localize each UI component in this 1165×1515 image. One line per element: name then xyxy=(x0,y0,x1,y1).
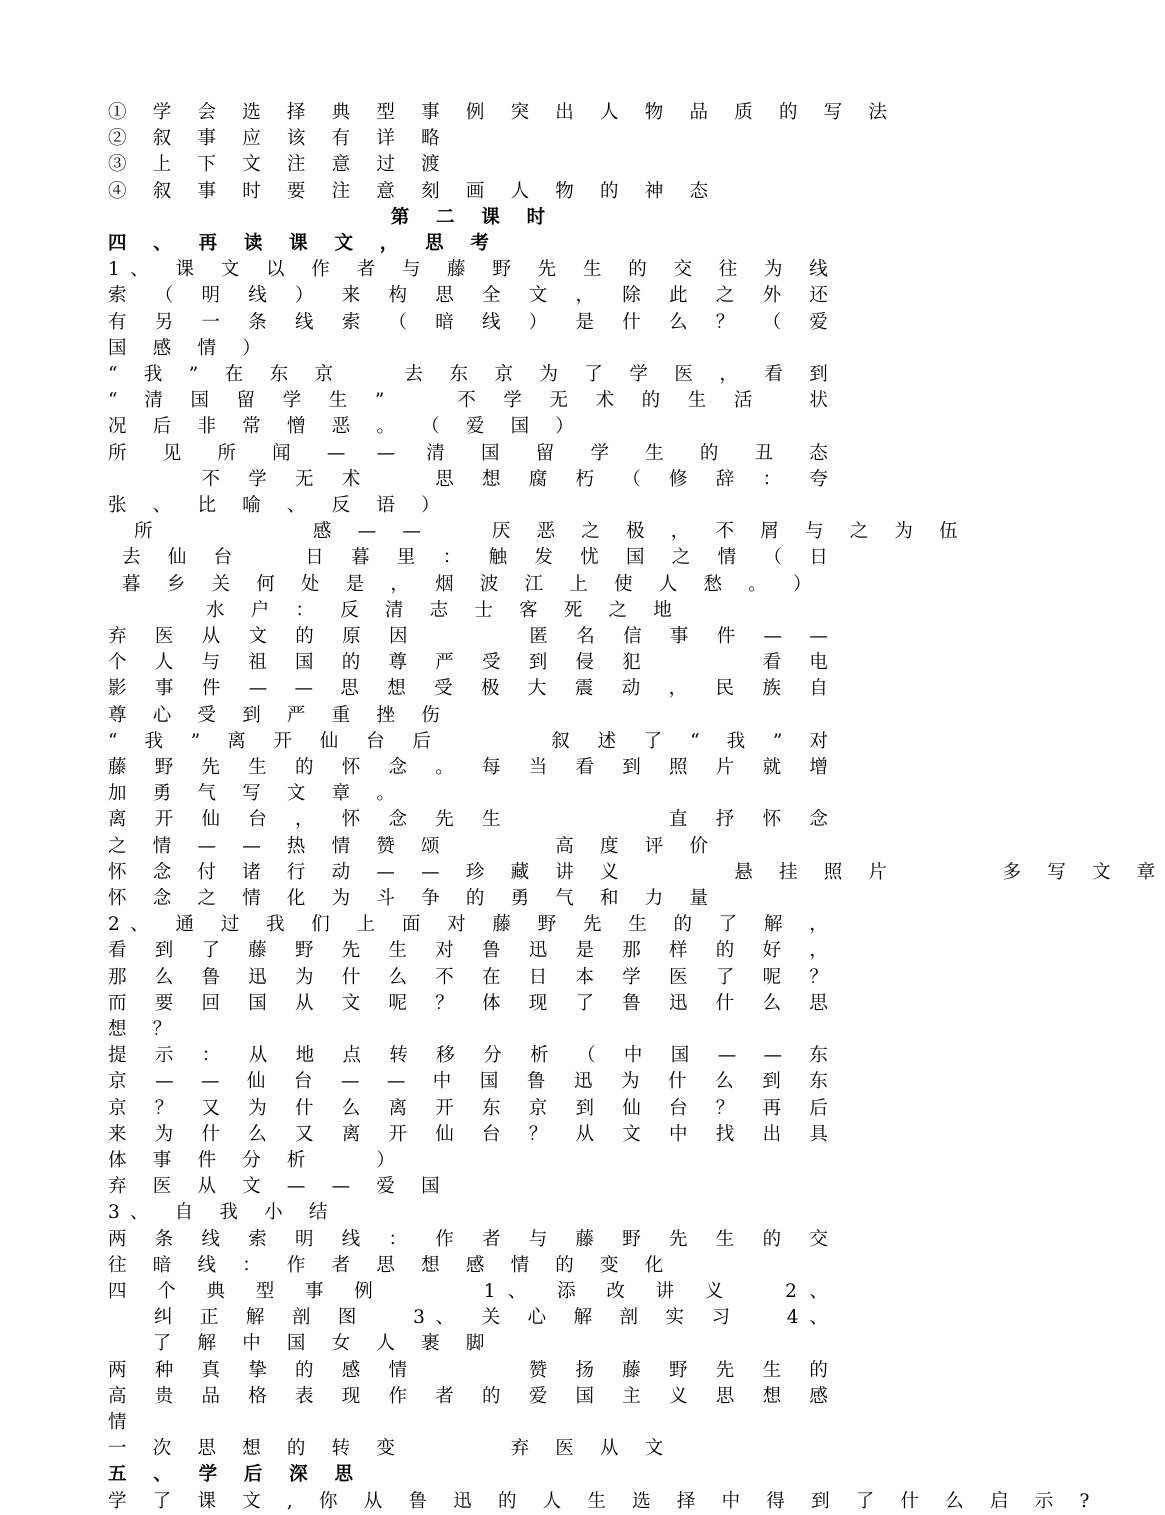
paragraph-miss: 离 开 仙 台 ， 怀 念 先 生 直 抒 怀 念 之 情 — — 热 情 赞 颂 高 度 评 价 xyxy=(108,809,838,857)
paragraph-tokyo: “ 我 ” 在 东 京 去 东 京 为 了 学 医 ， 看 到 “ 清 国 留 学 生 ” 不 学 无 术 的 生 活 状 况 后 非 常 憎 恶 。 （ 爱 国 ） xyxy=(108,363,838,438)
hint: 提 示 ： 从 地 点 转 移 分 析 （ 中 国 — — 东 京 — — 仙 台 — — 中 国 鲁 迅 为 什 么 到 东 京 ？ 又 为 什 么 离 开 东 京 到 仙 台 ？ 再 后 来 为 什 么 又 离 开 仙 台 ？ 从 文 中 找 出 具 体 事 件 分 析 ） xyxy=(108,1045,838,1171)
final-question: 学 了 课 文 , 你 从 鲁 迅 的 人 生 选 择 中 得 到 了 什 么 启 示 ? xyxy=(108,1490,1100,1512)
paragraph-action: 怀 念 付 诸 行 动 — — 珍 藏 讲 义 悬 挂 照 片 多 写 文 章 xyxy=(108,861,1165,883)
summary-feelings: 两 种 真 挚 的 感 情 赞 扬 藤 野 先 生 的 高 贵 品 格 表 现 作 者 的 爱 国 主 义 思 想 感 情 xyxy=(108,1359,838,1433)
lesson-title: 第 二 课 时 xyxy=(390,206,556,228)
document-page xyxy=(108,100,1165,1515)
summary-cases: 四 个 典 型 事 例 1、 添 改 讲 义 2、 纠 正 解 剖 图 3、 关 心 解 剖 实 习 4、 了 解 中 国 女 人 裹 脚 xyxy=(108,1280,838,1355)
paragraph-feel: 所 感 — — 厌 恶 之 极 ， 不 屑 与 之 为 伍 xyxy=(134,521,968,543)
goal-item: ① 学 会 选 择 典 型 事 例 突 出 人 物 品 质 的 写 法 xyxy=(108,102,898,123)
section-heading: 四 、 再 读 课 文 ， 思 考 xyxy=(108,232,500,254)
question-3: 3、 自 我 小 结 xyxy=(108,1202,338,1224)
summary-lines: 两 条 线 索 明 线 ： 作 者 与 藤 野 先 生 的 交 往 暗 线 ： 作 者 思 想 感 情 的 变 化 xyxy=(108,1228,838,1276)
paragraph-mito: 水 户 ： 反 清 志 士 客 死 之 地 xyxy=(206,599,682,621)
paragraph-seen: 所 见 所 闻 — — 清 国 留 学 生 的 丑 态 不 学 无 术 思 想 腐 朽 （ 修 辞 ： 夸 张 、 比 喻 、 反 语 ） xyxy=(108,442,838,516)
paragraph-sendai: 去 仙 台 日 暮 里 ： 触 发 忧 国 之 情 （ 日 暮 乡 关 何 处 是 ， 烟 波 江 上 使 人 愁 。 ） xyxy=(122,547,838,595)
goal-item: ④ 叙 事 时 要 注 意 刻 画 人 物 的 神 态 xyxy=(108,180,719,202)
paragraph-reason: 弃 医 从 文 的 原 因 匿 名 信 事 件 — — 个 人 与 祖 国 的 尊 严 受 到 侵 犯 看 电 影 事 件 — — 思 想 受 极 大 震 动 ， 民 族 自 尊 心 受 到 严 重 挫 伤 xyxy=(108,625,838,726)
goal-item: ③ 上 下 文 注 意 过 渡 xyxy=(108,154,450,176)
goal-item: ② 叙 事 应 该 有 详 略 xyxy=(108,128,450,150)
question-2: 2、 通 过 我 们 上 面 对 藤 野 先 生 的 了 解 ， 看 到 了 藤 野 先 生 对 鲁 迅 是 那 样 的 好 ， 那 么 鲁 迅 为 什 么 不 在 日 本 学 医 了 呢 ？ 而 要 回 国 从 文 呢 ？ 体 现 了 鲁 迅 什 么 思 想 ？ xyxy=(108,914,838,1040)
section-heading: 五 、 学 后 深 思 xyxy=(108,1464,364,1486)
question-1: 1、 课 文 以 作 者 与 藤 野 先 生 的 交 往 为 线 索 （ 明 线 ） 来 构 思 全 文 ， 除 此 之 外 还 有 另 一 条 线 索 （ 暗 线 ） 是 什 么 ？ （ 爱 国 感 情 ） xyxy=(108,259,838,359)
answer-2: 弃 医 从 文 — — 爱 国 xyxy=(108,1176,450,1198)
summary-change: 一 次 思 想 的 转 变 弃 医 从 文 xyxy=(108,1438,674,1460)
paragraph-after: “ 我 ” 离 开 仙 台 后 叙 述 了 “ 我 ” 对 藤 野 先 生 的 怀 念 。 每 当 看 到 照 片 就 增 加 勇 气 写 文 章 。 xyxy=(108,730,838,805)
paragraph-fight: 怀 念 之 情 化 为 斗 争 的 勇 气 和 力 量 xyxy=(108,887,719,909)
